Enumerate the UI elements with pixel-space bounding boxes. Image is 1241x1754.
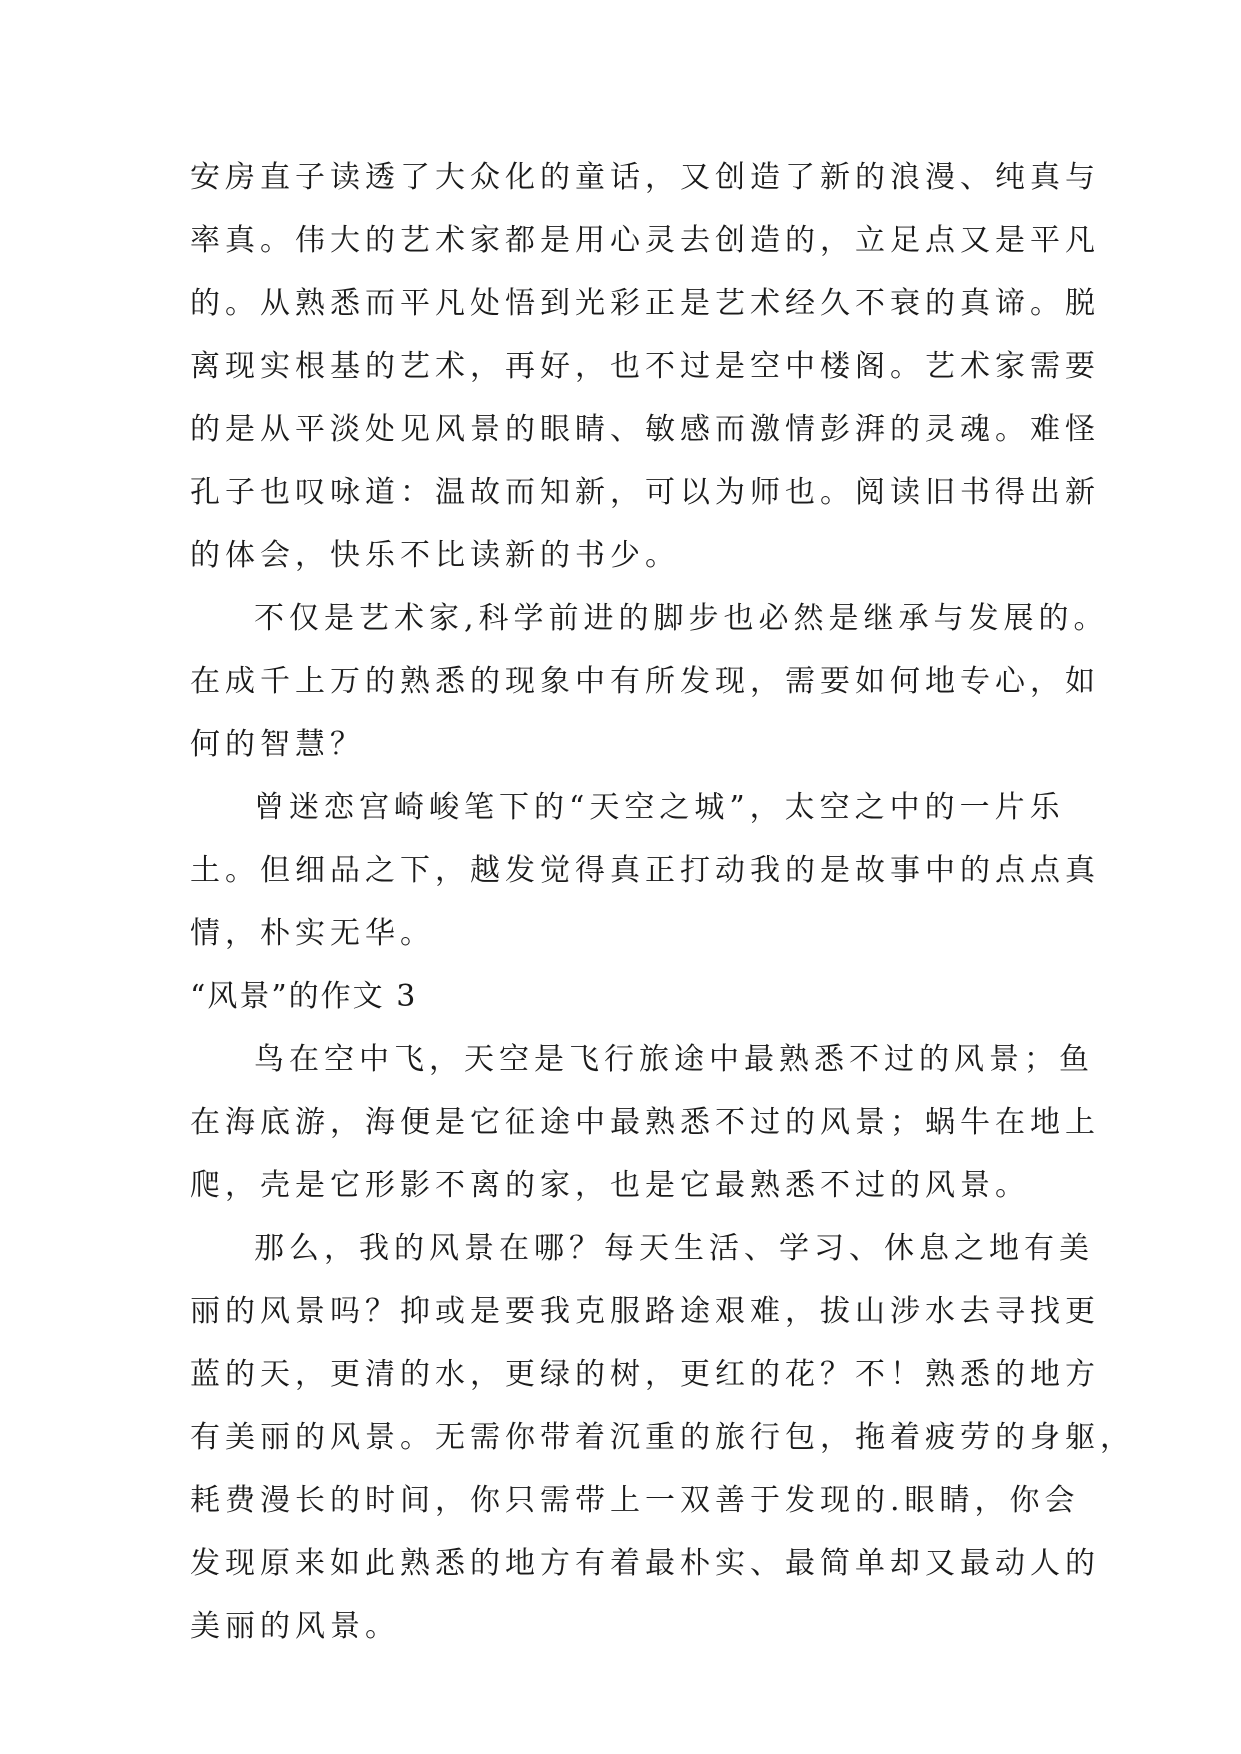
paragraph-first-line: 曾迷恋宫崎峻笔下的“天空之城”，太空之中的一片乐 [254,790,1065,825]
text-line: 安房直子读透了大众化的童话，又创造了新的浪漫、纯真与 [190,160,1100,195]
text-line: 孔子也叹咏道：温故而知新，可以为师也。阅读旧书得出新 [190,475,1100,510]
text-line: 的。从熟悉而平凡处悟到光彩正是艺术经久不衰的真谛。脱 [190,286,1100,321]
text-line: 美丽的风景。 [190,1609,400,1644]
text-line: 的体会，快乐不比读新的书少。 [190,538,680,573]
text-line: 蓝的天，更清的水，更绿的树，更红的花？不！熟悉的地方 [190,1357,1100,1392]
text-line: 率真。伟大的艺术家都是用心灵去创造的，立足点又是平凡 [190,223,1100,258]
text-line: 发现原来如此熟悉的地方有着最朴实、最简单却又最动人的 [190,1546,1100,1581]
text-line: 有美丽的风景。无需你带着沉重的旅行包，拖着疲劳的身躯， [190,1420,1135,1455]
text-line: 的是从平淡处见风景的眼睛、敏感而激情彭湃的灵魂。难怪 [190,412,1100,447]
text-line: 在海底游，海便是它征途中最熟悉不过的风景；蜗牛在地上 [190,1105,1100,1140]
text-line: 情，朴实无华。 [190,916,435,951]
section-heading: “风景”的作文 3 [190,979,418,1014]
text-line: 何的智慧？ [190,727,365,762]
text-line: 丽的风景吗？抑或是要我克服路途艰难，拔山涉水去寻找更 [190,1294,1100,1329]
paragraph-first-line: 不仅是艺术家,科学前进的脚步也必然是继承与发展的。 [254,601,1109,636]
text-line: 土。但细品之下，越发觉得真正打动我的是故事中的点点真 [190,853,1100,888]
text-line: 耗费漫长的时间，你只需带上一双善于发现的.眼睛，你会 [190,1483,1080,1518]
text-line: 在成千上万的熟悉的现象中有所发现，需要如何地专心，如 [190,664,1100,699]
text-line: 爬，壳是它形影不离的家，也是它最熟悉不过的风景。 [190,1168,1030,1203]
paragraph-first-line: 那么，我的风景在哪？每天生活、学习、休息之地有美 [254,1231,1094,1266]
paragraph-first-line: 鸟在空中飞，天空是飞行旅途中最熟悉不过的风景；鱼 [254,1042,1094,1077]
text-line: 离现实根基的艺术，再好，也不过是空中楼阁。艺术家需要 [190,349,1100,384]
